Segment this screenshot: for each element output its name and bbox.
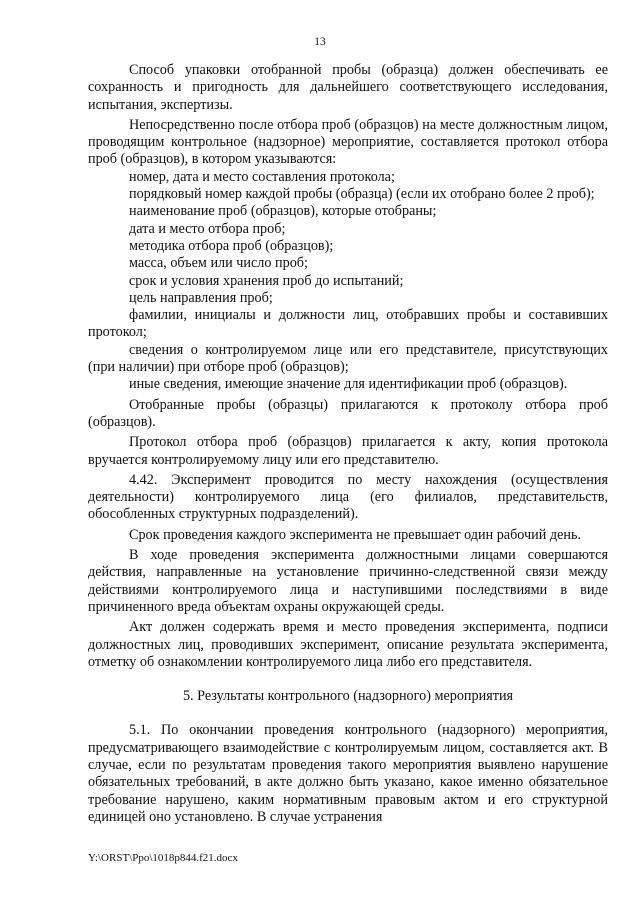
paragraph: Срок проведения каждого эксперимента не превышает один рабочий день. <box>129 526 582 543</box>
list-item: номер, дата и место составления протокола; <box>129 168 395 185</box>
list-item: методика отбора проб (образцов); <box>129 237 334 254</box>
list-item-long: фамилии, инициалы и должности лиц, отобравших пробы и составивших протокол; <box>88 307 608 341</box>
document-body <box>88 62 608 826</box>
list-item: наименование проб (образцов), которые отобраны; <box>129 203 437 220</box>
list-item-long: иные сведения, имеющие значение для идентификации проб (образцов). <box>129 376 568 393</box>
section-heading: 5. Результаты контрольного (надзорного) мероприятия <box>182 688 514 705</box>
paragraph: Акт должен содержать время и место проведения эксперимента, подписи должностных лиц, проводивших эксперимент, описание результата эксперимента, отметку об ознакомлении контролируемого лица либо его представителя. <box>88 619 608 670</box>
paragraph: Отобранные пробы (образцы) прилагаются к протоколу отбора проб (образцов). <box>88 396 608 430</box>
list-item: срок и условия хранения проб до испытаний; <box>129 272 404 289</box>
paragraph: Непосредственно после отбора проб (образцов) на месте должностным лицом, проводящим контрольное (надзорное) мероприятие, составляется протокол отбора проб (образцов), в котором указываются: <box>88 116 608 168</box>
page-number: 13 <box>314 36 326 48</box>
section-paragraph: 5.1. По окончании проведения контрольного (надзорного) мероприятия, предусматривающего взаимодействие с контролируемым лицом, составляется акт. В случае, если по результатам проведения такого мероприятия выявлено нарушение обязательных требований, в акте должно быть указано, какое именно обязательное требование нарушено, каким нормативным правовым актом и его структурной единицей оно установлено. В случае устранения <box>88 722 608 825</box>
footer-file-path: Y:\ORST\Ppo\1018p844.f21.docx <box>88 852 238 864</box>
list-item: порядковый номер каждой пробы (образца) (если их отобрано более 2 проб); <box>129 186 595 203</box>
paragraph: Протокол отбора проб (образцов) прилагается к акту, копия протокола вручается контролируемому лицу или его представителю. <box>88 434 608 468</box>
list-item: цель направления проб; <box>129 289 273 306</box>
list-item: масса, объем или число проб; <box>129 255 308 272</box>
paragraph: 4.42. Эксперимент проводится по месту нахождения (осуществления деятельности) контролируемого лица (его филиалов, представительств, обособленных структурных подразделений). <box>88 471 608 523</box>
list-item: дата и место отбора проб; <box>129 220 286 237</box>
list-item-long: сведения о контролируемом лице или его представителе, присутствующих (при наличии) при отборе проб (образцов); <box>88 341 608 376</box>
paragraph: В ходе проведения эксперимента должностными лицами совершаются действия, направленные на установление причинно-следственной связи между действиями контролируемого лица и наступившими последствиями в виде причиненного вреда объектам охраны окружающей среды. <box>88 547 608 615</box>
paragraph: Способ упаковки отобранной пробы (образца) должен обеспечивать ее сохранность и пригодность для дальнейшего соответствующего исследования, испытания, экспертизы. <box>88 62 608 113</box>
